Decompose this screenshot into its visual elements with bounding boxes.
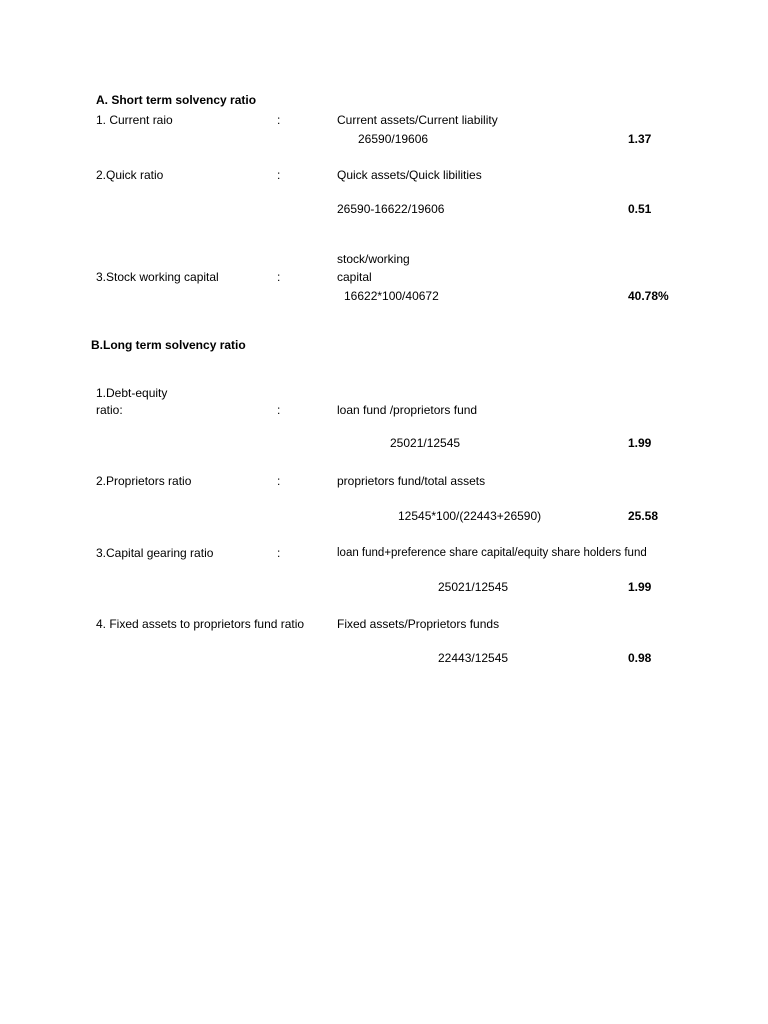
quick-ratio-formula: Quick assets/Quick libilities bbox=[337, 168, 482, 182]
fixed-assets-result: 0.98 bbox=[628, 651, 652, 665]
debt-equity-formula: loan fund /proprietors fund bbox=[337, 403, 478, 417]
fixed-assets-formula: Fixed assets/Proprietors funds bbox=[337, 617, 500, 631]
stock-wc-formula-line1: stock/working bbox=[337, 252, 410, 266]
proprietors-ratio-label: 2.Proprietors ratio bbox=[96, 474, 192, 488]
section-a-heading: A. Short term solvency ratio bbox=[96, 93, 257, 107]
debt-equity-label-line2: ratio: bbox=[96, 403, 123, 417]
debt-equity-label-line1: 1.Debt-equity bbox=[96, 386, 168, 400]
section-b-heading: B.Long term solvency ratio bbox=[91, 338, 246, 352]
quick-ratio-result: 0.51 bbox=[628, 202, 652, 216]
proprietors-ratio-formula: proprietors fund/total assets bbox=[337, 474, 486, 488]
current-ratio-formula: Current assets/Current liability bbox=[337, 113, 498, 127]
current-ratio-label: 1. Current raio bbox=[96, 113, 173, 127]
stock-wc-computation: 16622*100/40672 bbox=[344, 289, 439, 303]
current-ratio-computation: 26590/19606 bbox=[358, 132, 429, 146]
quick-ratio-computation: 26590-16622/19606 bbox=[337, 202, 445, 216]
proprietors-ratio-colon: : bbox=[277, 474, 281, 488]
debt-equity-result: 1.99 bbox=[628, 436, 652, 450]
stock-wc-formula-line2: capital bbox=[337, 270, 372, 284]
capital-gearing-formula: loan fund+preference share capital/equity share holders fund bbox=[337, 547, 647, 559]
proprietors-ratio-computation: 12545*100/(22443+26590) bbox=[398, 509, 542, 523]
capital-gearing-label: 3.Capital gearing ratio bbox=[96, 546, 214, 560]
capital-gearing-colon: : bbox=[277, 546, 281, 560]
proprietors-ratio-result: 25.58 bbox=[628, 509, 659, 523]
stock-wc-label: 3.Stock working capital bbox=[96, 270, 219, 284]
debt-equity-colon: : bbox=[277, 403, 281, 417]
current-ratio-colon: : bbox=[277, 113, 281, 127]
fixed-assets-label: 4. Fixed assets to proprietors fund ratio bbox=[96, 617, 305, 631]
quick-ratio-label: 2.Quick ratio bbox=[96, 168, 164, 182]
quick-ratio-colon: : bbox=[277, 168, 281, 182]
capital-gearing-computation: 25021/12545 bbox=[438, 580, 509, 594]
debt-equity-computation: 25021/12545 bbox=[390, 436, 461, 450]
current-ratio-result: 1.37 bbox=[628, 132, 652, 146]
stock-wc-colon: : bbox=[277, 270, 281, 284]
fixed-assets-computation: 22443/12545 bbox=[438, 651, 509, 665]
stock-wc-result: 40.78% bbox=[628, 289, 669, 303]
capital-gearing-result: 1.99 bbox=[628, 580, 652, 594]
